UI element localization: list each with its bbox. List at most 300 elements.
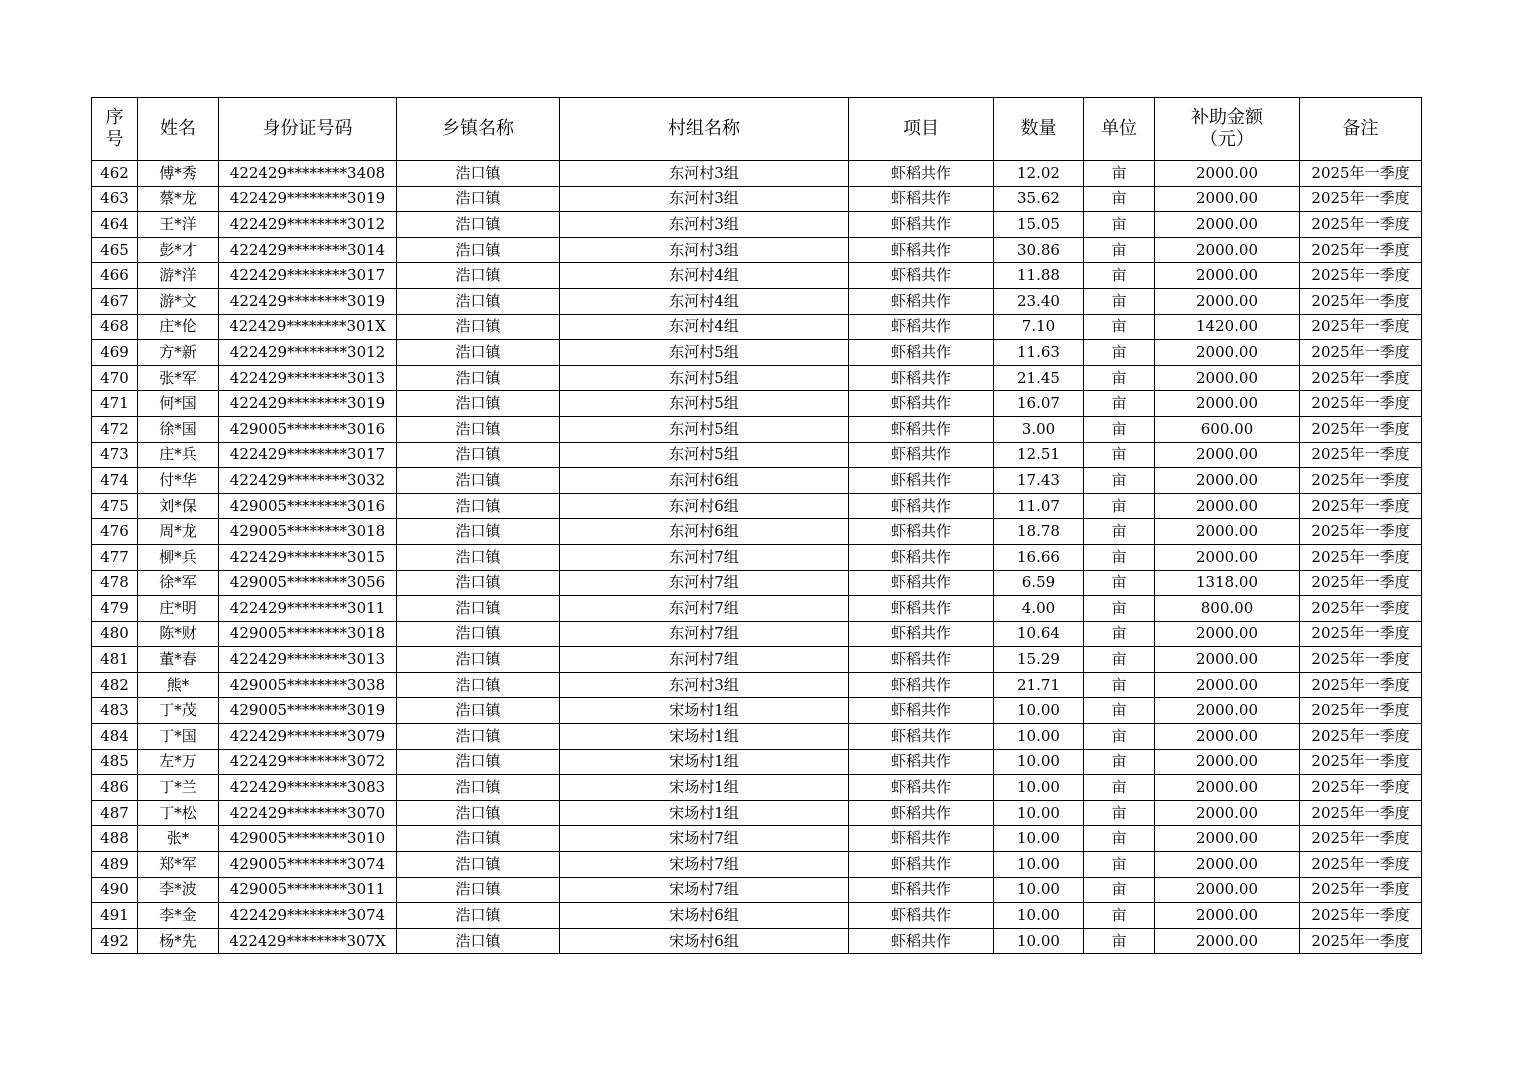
table-row: [92, 826, 1422, 852]
cell-quantity: 23.40: [994, 288, 1084, 314]
cell-amount: 2000.00: [1155, 519, 1300, 545]
cell-quantity: 4.00: [994, 596, 1084, 622]
cell-unit: 亩: [1084, 877, 1155, 903]
cell-quantity: 10.00: [994, 877, 1084, 903]
cell-town: 浩口镇: [397, 647, 560, 673]
cell-name: 李*金: [138, 903, 219, 929]
table-row: [92, 493, 1422, 519]
cell-name: 陈*财: [138, 621, 219, 647]
cell-amount: 2000.00: [1155, 186, 1300, 212]
cell-seq: 472: [92, 416, 138, 442]
cell-project: 虾稻共作: [849, 519, 994, 545]
cell-project: 虾稻共作: [849, 749, 994, 775]
cell-name: 徐*国: [138, 416, 219, 442]
cell-quantity: 10.00: [994, 749, 1084, 775]
cell-amount: 2000.00: [1155, 928, 1300, 954]
cell-unit: 亩: [1084, 340, 1155, 366]
cell-village: 东河村3组: [560, 212, 849, 238]
cell-unit: 亩: [1084, 647, 1155, 673]
table-row: [92, 800, 1422, 826]
cell-id: 422429********3014: [219, 237, 397, 263]
cell-quantity: 21.71: [994, 672, 1084, 698]
cell-quantity: 10.00: [994, 698, 1084, 724]
cell-seq: 478: [92, 570, 138, 596]
cell-town: 浩口镇: [397, 314, 560, 340]
cell-id: 422429********3072: [219, 749, 397, 775]
table-row: [92, 724, 1422, 750]
cell-village: 宋场村1组: [560, 775, 849, 801]
header-seq: 序号: [92, 98, 138, 161]
cell-project: 虾稻共作: [849, 442, 994, 468]
table-header: [92, 98, 1422, 161]
cell-town: 浩口镇: [397, 724, 560, 750]
cell-unit: 亩: [1084, 416, 1155, 442]
cell-id: 422429********301X: [219, 314, 397, 340]
cell-seq: 481: [92, 647, 138, 673]
cell-village: 东河村7组: [560, 544, 849, 570]
cell-seq: 476: [92, 519, 138, 545]
cell-village: 东河村7组: [560, 621, 849, 647]
cell-village: 东河村5组: [560, 340, 849, 366]
cell-village: 东河村4组: [560, 314, 849, 340]
cell-town: 浩口镇: [397, 468, 560, 494]
cell-remark: 2025年一季度: [1300, 903, 1422, 929]
cell-town: 浩口镇: [397, 365, 560, 391]
cell-unit: 亩: [1084, 365, 1155, 391]
subsidy-table: [91, 97, 1422, 954]
cell-village: 东河村4组: [560, 288, 849, 314]
cell-town: 浩口镇: [397, 263, 560, 289]
cell-project: 虾稻共作: [849, 775, 994, 801]
cell-id: 422429********3074: [219, 903, 397, 929]
cell-remark: 2025年一季度: [1300, 365, 1422, 391]
cell-project: 虾稻共作: [849, 800, 994, 826]
cell-remark: 2025年一季度: [1300, 826, 1422, 852]
cell-town: 浩口镇: [397, 749, 560, 775]
cell-id: 429005********3018: [219, 621, 397, 647]
cell-remark: 2025年一季度: [1300, 263, 1422, 289]
cell-remark: 2025年一季度: [1300, 237, 1422, 263]
table-row: [92, 416, 1422, 442]
cell-amount: 2000.00: [1155, 161, 1300, 187]
table-row: [92, 928, 1422, 954]
cell-unit: 亩: [1084, 775, 1155, 801]
cell-quantity: 11.63: [994, 340, 1084, 366]
table-row: [92, 161, 1422, 187]
cell-id: 422429********3011: [219, 596, 397, 622]
cell-village: 宋场村1组: [560, 724, 849, 750]
cell-unit: 亩: [1084, 800, 1155, 826]
cell-town: 浩口镇: [397, 672, 560, 698]
cell-unit: 亩: [1084, 314, 1155, 340]
table-row: [92, 442, 1422, 468]
cell-project: 虾稻共作: [849, 596, 994, 622]
table-row: [92, 877, 1422, 903]
table-row: [92, 698, 1422, 724]
cell-seq: 485: [92, 749, 138, 775]
cell-quantity: 6.59: [994, 570, 1084, 596]
cell-quantity: 10.00: [994, 826, 1084, 852]
cell-village: 东河村5组: [560, 365, 849, 391]
cell-seq: 486: [92, 775, 138, 801]
cell-name: 徐*军: [138, 570, 219, 596]
cell-quantity: 15.05: [994, 212, 1084, 238]
cell-remark: 2025年一季度: [1300, 775, 1422, 801]
cell-quantity: 3.00: [994, 416, 1084, 442]
cell-id: 422429********3079: [219, 724, 397, 750]
cell-name: 庄*伦: [138, 314, 219, 340]
cell-village: 东河村6组: [560, 468, 849, 494]
cell-project: 虾稻共作: [849, 416, 994, 442]
cell-name: 刘*保: [138, 493, 219, 519]
cell-village: 东河村3组: [560, 672, 849, 698]
cell-name: 张*军: [138, 365, 219, 391]
cell-id: 429005********3016: [219, 493, 397, 519]
cell-seq: 469: [92, 340, 138, 366]
cell-name: 杨*先: [138, 928, 219, 954]
cell-project: 虾稻共作: [849, 877, 994, 903]
cell-name: 付*华: [138, 468, 219, 494]
cell-seq: 488: [92, 826, 138, 852]
cell-town: 浩口镇: [397, 161, 560, 187]
cell-amount: 2000.00: [1155, 800, 1300, 826]
cell-amount: 600.00: [1155, 416, 1300, 442]
cell-town: 浩口镇: [397, 852, 560, 878]
cell-name: 郑*军: [138, 852, 219, 878]
cell-id: 422429********3012: [219, 340, 397, 366]
table-body: [92, 161, 1422, 954]
cell-seq: 480: [92, 621, 138, 647]
cell-name: 傅*秀: [138, 161, 219, 187]
cell-remark: 2025年一季度: [1300, 212, 1422, 238]
cell-amount: 2000.00: [1155, 826, 1300, 852]
cell-quantity: 16.07: [994, 391, 1084, 417]
cell-amount: 2000.00: [1155, 749, 1300, 775]
cell-project: 虾稻共作: [849, 391, 994, 417]
table-row: [92, 519, 1422, 545]
cell-amount: 800.00: [1155, 596, 1300, 622]
table-row: [92, 468, 1422, 494]
cell-project: 虾稻共作: [849, 647, 994, 673]
cell-name: 丁*松: [138, 800, 219, 826]
cell-seq: 492: [92, 928, 138, 954]
table-row: [92, 852, 1422, 878]
cell-amount: 2000.00: [1155, 852, 1300, 878]
cell-project: 虾稻共作: [849, 340, 994, 366]
cell-amount: 2000.00: [1155, 493, 1300, 519]
cell-quantity: 10.00: [994, 800, 1084, 826]
table-row: [92, 314, 1422, 340]
cell-amount: 2000.00: [1155, 775, 1300, 801]
cell-seq: 473: [92, 442, 138, 468]
cell-seq: 487: [92, 800, 138, 826]
cell-id: 422429********3070: [219, 800, 397, 826]
cell-village: 东河村7组: [560, 570, 849, 596]
cell-remark: 2025年一季度: [1300, 621, 1422, 647]
cell-village: 宋场村1组: [560, 800, 849, 826]
cell-id: 422429********3017: [219, 442, 397, 468]
cell-quantity: 11.88: [994, 263, 1084, 289]
cell-project: 虾稻共作: [849, 493, 994, 519]
cell-unit: 亩: [1084, 493, 1155, 519]
cell-id: 429005********3011: [219, 877, 397, 903]
table-row: [92, 672, 1422, 698]
cell-amount: 2000.00: [1155, 212, 1300, 238]
cell-amount: 2000.00: [1155, 698, 1300, 724]
cell-village: 东河村5组: [560, 442, 849, 468]
table-row: [92, 647, 1422, 673]
header-name: 姓名: [138, 98, 219, 161]
cell-seq: 479: [92, 596, 138, 622]
cell-quantity: 10.00: [994, 775, 1084, 801]
cell-unit: 亩: [1084, 288, 1155, 314]
cell-town: 浩口镇: [397, 570, 560, 596]
cell-amount: 2000.00: [1155, 288, 1300, 314]
cell-quantity: 17.43: [994, 468, 1084, 494]
table-row: [92, 340, 1422, 366]
cell-unit: 亩: [1084, 519, 1155, 545]
cell-remark: 2025年一季度: [1300, 519, 1422, 545]
cell-project: 虾稻共作: [849, 928, 994, 954]
cell-village: 宋场村7组: [560, 852, 849, 878]
cell-seq: 467: [92, 288, 138, 314]
cell-quantity: 7.10: [994, 314, 1084, 340]
cell-seq: 490: [92, 877, 138, 903]
cell-id: 429005********3038: [219, 672, 397, 698]
cell-unit: 亩: [1084, 237, 1155, 263]
cell-unit: 亩: [1084, 468, 1155, 494]
cell-village: 宋场村1组: [560, 698, 849, 724]
cell-remark: 2025年一季度: [1300, 186, 1422, 212]
cell-name: 游*文: [138, 288, 219, 314]
cell-remark: 2025年一季度: [1300, 544, 1422, 570]
cell-name: 蔡*龙: [138, 186, 219, 212]
cell-village: 宋场村1组: [560, 749, 849, 775]
cell-name: 李*波: [138, 877, 219, 903]
cell-remark: 2025年一季度: [1300, 672, 1422, 698]
cell-id: 429005********3016: [219, 416, 397, 442]
cell-quantity: 16.66: [994, 544, 1084, 570]
cell-village: 东河村4组: [560, 263, 849, 289]
cell-unit: 亩: [1084, 903, 1155, 929]
cell-amount: 2000.00: [1155, 365, 1300, 391]
cell-unit: 亩: [1084, 570, 1155, 596]
cell-unit: 亩: [1084, 442, 1155, 468]
cell-name: 彭*才: [138, 237, 219, 263]
cell-quantity: 10.00: [994, 928, 1084, 954]
cell-amount: 2000.00: [1155, 903, 1300, 929]
cell-amount: 2000.00: [1155, 672, 1300, 698]
cell-seq: 482: [92, 672, 138, 698]
cell-name: 董*春: [138, 647, 219, 673]
cell-amount: 2000.00: [1155, 544, 1300, 570]
cell-id: 422429********3019: [219, 391, 397, 417]
cell-name: 何*国: [138, 391, 219, 417]
cell-name: 丁*国: [138, 724, 219, 750]
cell-seq: 484: [92, 724, 138, 750]
table-row: [92, 237, 1422, 263]
cell-unit: 亩: [1084, 852, 1155, 878]
cell-name: 王*洋: [138, 212, 219, 238]
cell-quantity: 12.02: [994, 161, 1084, 187]
table-row: [92, 544, 1422, 570]
cell-village: 东河村5组: [560, 391, 849, 417]
cell-town: 浩口镇: [397, 800, 560, 826]
table-row: [92, 365, 1422, 391]
cell-id: 429005********3019: [219, 698, 397, 724]
cell-name: 熊*: [138, 672, 219, 698]
cell-town: 浩口镇: [397, 544, 560, 570]
cell-id: 422429********3408: [219, 161, 397, 187]
cell-town: 浩口镇: [397, 442, 560, 468]
cell-village: 宋场村7组: [560, 877, 849, 903]
cell-seq: 470: [92, 365, 138, 391]
cell-amount: 2000.00: [1155, 442, 1300, 468]
cell-remark: 2025年一季度: [1300, 416, 1422, 442]
cell-amount: 2000.00: [1155, 621, 1300, 647]
cell-name: 游*洋: [138, 263, 219, 289]
cell-remark: 2025年一季度: [1300, 493, 1422, 519]
cell-town: 浩口镇: [397, 826, 560, 852]
cell-town: 浩口镇: [397, 698, 560, 724]
table-row: [92, 570, 1422, 596]
cell-unit: 亩: [1084, 621, 1155, 647]
cell-id: 422429********3083: [219, 775, 397, 801]
cell-seq: 463: [92, 186, 138, 212]
cell-project: 虾稻共作: [849, 570, 994, 596]
cell-unit: 亩: [1084, 749, 1155, 775]
cell-project: 虾稻共作: [849, 263, 994, 289]
cell-project: 虾稻共作: [849, 468, 994, 494]
cell-town: 浩口镇: [397, 596, 560, 622]
cell-village: 宋场村6组: [560, 903, 849, 929]
cell-project: 虾稻共作: [849, 544, 994, 570]
cell-village: 宋场村6组: [560, 928, 849, 954]
cell-amount: 2000.00: [1155, 468, 1300, 494]
cell-amount: 2000.00: [1155, 877, 1300, 903]
cell-quantity: 21.45: [994, 365, 1084, 391]
cell-town: 浩口镇: [397, 621, 560, 647]
cell-id: 422429********3032: [219, 468, 397, 494]
cell-project: 虾稻共作: [849, 903, 994, 929]
cell-quantity: 10.00: [994, 724, 1084, 750]
cell-seq: 474: [92, 468, 138, 494]
cell-town: 浩口镇: [397, 186, 560, 212]
cell-unit: 亩: [1084, 263, 1155, 289]
cell-amount: 1318.00: [1155, 570, 1300, 596]
cell-remark: 2025年一季度: [1300, 749, 1422, 775]
cell-remark: 2025年一季度: [1300, 596, 1422, 622]
cell-town: 浩口镇: [397, 928, 560, 954]
cell-id: 429005********3018: [219, 519, 397, 545]
cell-town: 浩口镇: [397, 493, 560, 519]
cell-project: 虾稻共作: [849, 186, 994, 212]
cell-seq: 466: [92, 263, 138, 289]
cell-seq: 491: [92, 903, 138, 929]
cell-quantity: 35.62: [994, 186, 1084, 212]
cell-quantity: 10.00: [994, 903, 1084, 929]
cell-unit: 亩: [1084, 186, 1155, 212]
cell-remark: 2025年一季度: [1300, 800, 1422, 826]
cell-remark: 2025年一季度: [1300, 698, 1422, 724]
cell-village: 东河村3组: [560, 161, 849, 187]
cell-remark: 2025年一季度: [1300, 724, 1422, 750]
cell-quantity: 10.64: [994, 621, 1084, 647]
header-quantity: 数量: [994, 98, 1084, 161]
cell-project: 虾稻共作: [849, 161, 994, 187]
cell-project: 虾稻共作: [849, 365, 994, 391]
cell-remark: 2025年一季度: [1300, 877, 1422, 903]
cell-id: 429005********3056: [219, 570, 397, 596]
cell-project: 虾稻共作: [849, 621, 994, 647]
cell-project: 虾稻共作: [849, 288, 994, 314]
cell-project: 虾稻共作: [849, 212, 994, 238]
cell-name: 柳*兵: [138, 544, 219, 570]
cell-remark: 2025年一季度: [1300, 647, 1422, 673]
cell-amount: 2000.00: [1155, 647, 1300, 673]
cell-name: 丁*兰: [138, 775, 219, 801]
cell-unit: 亩: [1084, 212, 1155, 238]
cell-unit: 亩: [1084, 672, 1155, 698]
cell-remark: 2025年一季度: [1300, 340, 1422, 366]
cell-remark: 2025年一季度: [1300, 928, 1422, 954]
cell-seq: 462: [92, 161, 138, 187]
cell-seq: 464: [92, 212, 138, 238]
cell-town: 浩口镇: [397, 288, 560, 314]
cell-remark: 2025年一季度: [1300, 442, 1422, 468]
cell-name: 周*龙: [138, 519, 219, 545]
cell-seq: 475: [92, 493, 138, 519]
table-row: [92, 186, 1422, 212]
cell-town: 浩口镇: [397, 340, 560, 366]
cell-town: 浩口镇: [397, 903, 560, 929]
header-id: 身份证号码: [219, 98, 397, 161]
cell-id: 422429********3013: [219, 365, 397, 391]
cell-amount: 2000.00: [1155, 724, 1300, 750]
cell-town: 浩口镇: [397, 212, 560, 238]
cell-town: 浩口镇: [397, 391, 560, 417]
cell-town: 浩口镇: [397, 519, 560, 545]
cell-village: 宋场村7组: [560, 826, 849, 852]
header-amount: 补助金额（元）: [1155, 98, 1300, 161]
cell-village: 东河村3组: [560, 186, 849, 212]
cell-unit: 亩: [1084, 596, 1155, 622]
header-town: 乡镇名称: [397, 98, 560, 161]
cell-id: 429005********3074: [219, 852, 397, 878]
cell-town: 浩口镇: [397, 237, 560, 263]
cell-id: 422429********3019: [219, 186, 397, 212]
table-row: [92, 775, 1422, 801]
cell-village: 东河村7组: [560, 647, 849, 673]
cell-village: 东河村7组: [560, 596, 849, 622]
cell-quantity: 18.78: [994, 519, 1084, 545]
cell-village: 东河村6组: [560, 493, 849, 519]
cell-project: 虾稻共作: [849, 672, 994, 698]
table-row: [92, 263, 1422, 289]
cell-name: 丁*茂: [138, 698, 219, 724]
cell-project: 虾稻共作: [849, 724, 994, 750]
cell-town: 浩口镇: [397, 775, 560, 801]
cell-village: 东河村6组: [560, 519, 849, 545]
cell-amount: 2000.00: [1155, 391, 1300, 417]
cell-unit: 亩: [1084, 826, 1155, 852]
header-village: 村组名称: [560, 98, 849, 161]
cell-id: 422429********3013: [219, 647, 397, 673]
table-row: [92, 749, 1422, 775]
cell-project: 虾稻共作: [849, 237, 994, 263]
cell-remark: 2025年一季度: [1300, 314, 1422, 340]
table-row: [92, 212, 1422, 238]
